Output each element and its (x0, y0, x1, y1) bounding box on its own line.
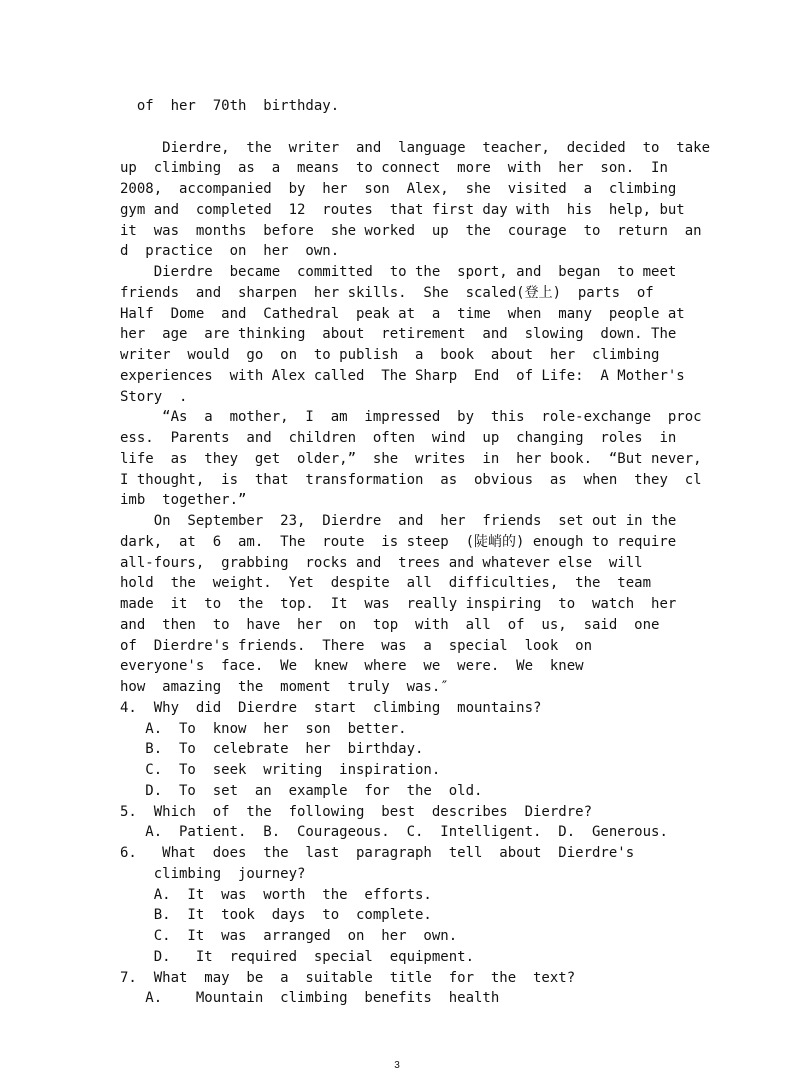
text-line: C. It was arranged on her own. (120, 928, 458, 944)
text-line: 2008, accompanied by her son Alex, she visited a climbing (120, 181, 677, 197)
text-line: gym and completed 12 routes that first day with his help, but (120, 201, 685, 218)
text-line: Half Dome and Cathedral peak at a time when many people at (120, 305, 685, 322)
text-line: 4. Why did Dierdre start climbing mountains? (120, 699, 542, 716)
text-line: B. It took days to complete. (120, 907, 432, 924)
text-line: climbing journey? (120, 865, 306, 882)
text-line: 6. What does the last paragraph tell about Dierdre's (120, 845, 635, 861)
text-line: dark, at 6 am. The route is steep (陡峭的) enough to require (120, 533, 677, 550)
text-line: of her 70th birthday. (120, 98, 340, 114)
text-line: imb together.” (120, 492, 247, 509)
text-line: Dierdre became committed to the sport, and began to meet (120, 264, 677, 280)
text-line: C. To seek writing inspiration. (120, 762, 441, 778)
text-line: A. To know her son better. (120, 720, 407, 737)
text-line: 5. Which of the following best describes Dierdre? (120, 803, 593, 820)
text-line: of Dierdre's friends. There was a special look on (120, 637, 593, 654)
text-line: D. To set an example for the old. (120, 782, 483, 799)
text-line: everyone's face. We knew where we were. We knew (120, 658, 584, 675)
text-line: ess. Parents and children often wind up changing roles in (120, 430, 677, 446)
page-number: 3 (394, 1060, 400, 1071)
text-line: made it to the top. It was really inspiring to watch her (120, 596, 677, 612)
text-line: and then to have her on top with all of us, said one (120, 616, 660, 633)
text-line: friends and sharpen her skills. She scaled(登上) parts of (120, 284, 654, 301)
text-line: B. To celebrate her birthday. (120, 741, 424, 758)
text-line: it was months before she worked up the courage to return an (120, 222, 702, 239)
text-line: A. Mountain climbing benefits health (120, 990, 500, 1007)
text-line: life as they get older,” she writes in her book. “But never, (120, 450, 702, 467)
text-line: “As a mother, I am impressed by this role-exchange proc (120, 409, 702, 426)
text-line: 7. What may be a suitable title for the text? (120, 969, 576, 986)
text-line: I thought, is that transformation as obvious as when they cl (120, 471, 702, 488)
text-line: writer would go on to publish a book about her climbing (120, 347, 660, 363)
text-line: d practice on her own. (120, 243, 340, 260)
text-line: D. It required special equipment. (120, 948, 475, 965)
text-line: experiences with Alex called The Sharp End of Life: A Mother's (120, 367, 685, 384)
text-line: how amazing the moment truly was.″ (120, 679, 449, 695)
text-line: On September 23, Dierdre and her friends set out in the (120, 513, 677, 529)
text-line: Dierdre, the writer and language teacher, decided to take (120, 139, 711, 156)
text-line: up climbing as a means to connect more with her son. In (120, 160, 668, 177)
text-line: Story . (120, 388, 188, 405)
text-line: her age are thinking about retirement and slowing down. The (120, 326, 677, 343)
text-line: A. Patient. B. Courageous. C. Intelligent. D. Generous. (120, 824, 668, 841)
text-line: hold the weight. Yet despite all difficulties, the team (120, 575, 652, 592)
text-line: A. It was worth the efforts. (120, 886, 432, 903)
text-line: all-fours, grabbing rocks and trees and whatever else will (120, 554, 643, 571)
